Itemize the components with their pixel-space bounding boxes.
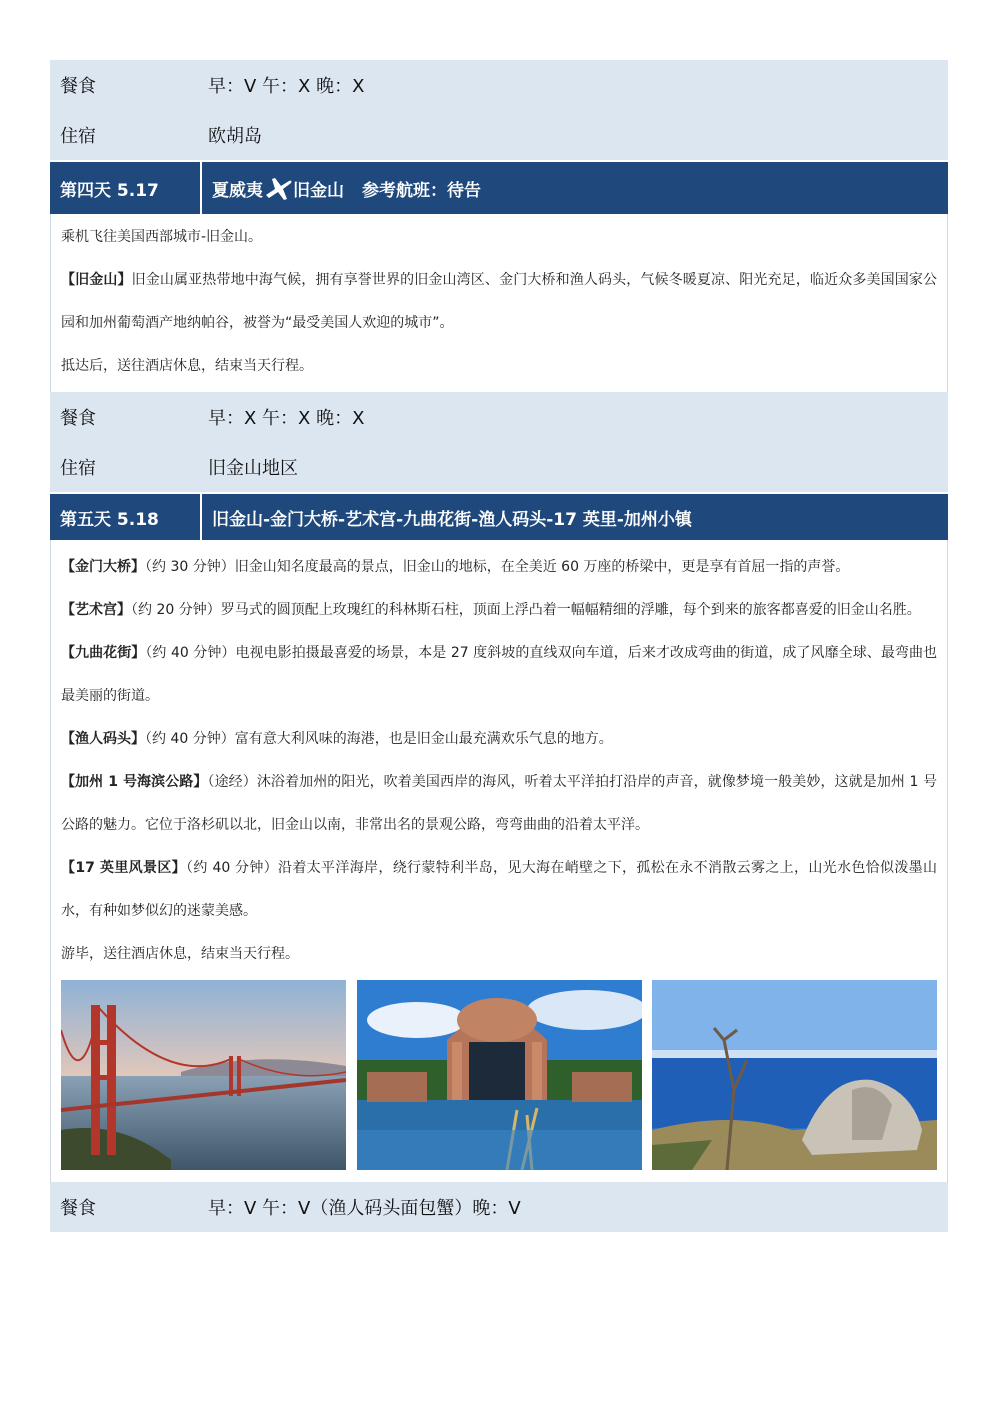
route-to: 旧金山	[293, 180, 344, 201]
day5-content	[50, 540, 948, 980]
sf-text: 旧金山属亚热带地中海气候，拥有享誉世界的旧金山湾区、金门大桥和渔人码头，气候冬暖夏凉、阳光充足，临近众多美国国家公园和加州葡萄酒产地纳帕谷，被誉为“最受美国人欢迎的城市”。	[61, 272, 937, 331]
meal-row	[50, 1182, 948, 1232]
hotel-value: 旧金山地区	[208, 458, 298, 479]
attraction-title: 【加州 1 号海滨公路】	[61, 774, 208, 790]
day5-label: 第五天 5.18	[50, 494, 202, 540]
hotel-label: 住宿	[60, 126, 96, 147]
golden-gate-photo	[61, 980, 346, 1170]
hotel-row	[50, 110, 948, 160]
day4-p3: 抵达后，送往酒店休息，结束当天行程。	[61, 358, 313, 374]
meal-label: 餐食	[60, 408, 96, 429]
day4-sf	[61, 259, 937, 345]
attraction-item	[61, 761, 937, 847]
attraction-item	[61, 847, 937, 933]
meal-label: 餐食	[60, 1198, 96, 1219]
attraction-text: （约 40 分钟）电视电影拍摄最喜爱的场景，本是 27 度斜坡的直线双向车道，后来才改成弯曲的街道，成了风靡全球、最弯曲也最美丽的街道。	[61, 645, 938, 704]
attraction-text: （约 40 分钟）沿着太平洋海岸，绕行蒙特利半岛，见大海在峭壁之下，孤松在永不消散云雾之上，山光水色恰似泼墨山水，有种如梦似幻的迷蒙美感。	[61, 860, 937, 919]
photo-strip	[50, 980, 948, 1182]
attraction-item	[61, 589, 937, 632]
day4-route	[202, 162, 948, 214]
meal-value: 早：V 午：X 晚：X	[208, 76, 365, 97]
seventeen-mile-drive-photo	[652, 980, 937, 1170]
day5-end: 游毕，送往酒店休息，结束当天行程。	[61, 946, 299, 962]
day4-header	[50, 160, 948, 214]
attraction-item	[61, 632, 937, 718]
attraction-item	[61, 546, 937, 589]
meal-row	[50, 392, 948, 442]
day4-label: 第四天 5.17	[50, 162, 202, 214]
attraction-item	[61, 718, 937, 761]
meal-value: 早：V 午：V（渔人码头面包蟹）晚：V	[208, 1198, 521, 1219]
day4-content	[50, 214, 948, 392]
attraction-title: 【九曲花街】	[61, 645, 146, 661]
airplane-icon	[263, 173, 293, 203]
day4-p1: 乘机飞往美国西部城市-旧金山。	[61, 229, 263, 245]
attraction-title: 【17 英里风景区】	[61, 860, 187, 876]
flight-info: 参考航班：待告	[362, 180, 481, 201]
attraction-title: 【金门大桥】	[61, 559, 145, 575]
attraction-text: （约 40 分钟）富有意大利风味的海港，也是旧金山最充满欢乐气息的地方。	[145, 731, 613, 747]
hotel-value: 欧胡岛	[208, 126, 262, 147]
meal-value: 早：X 午：X 晚：X	[208, 408, 365, 429]
meal-row	[50, 60, 948, 110]
hotel-label: 住宿	[60, 458, 96, 479]
hotel-row	[50, 442, 948, 492]
day5-route: 旧金山-金门大桥-艺术宫-九曲花街-渔人码头-17 英里-加州小镇	[212, 509, 692, 530]
sf-title: 【旧金山】	[61, 272, 132, 288]
attraction-text: （约 20 分钟）罗马式的圆顶配上玫瑰红的科林斯石柱，顶面上浮凸着一幅幅精细的浮雕，每个到来的旅客都喜爱的旧金山名胜。	[131, 602, 921, 618]
meal-label: 餐食	[60, 76, 96, 97]
attraction-title: 【渔人码头】	[61, 731, 145, 747]
attraction-text: （约 30 分钟）旧金山知名度最高的景点，旧金山的地标，在全美近 60 万座的桥梁中，更是享有首屈一指的声誉。	[145, 559, 850, 575]
itinerary-page	[50, 60, 948, 1232]
day5-header	[50, 492, 948, 540]
route-from: 夏威夷	[212, 180, 263, 201]
palace-of-fine-arts-photo	[357, 980, 642, 1170]
attraction-title: 【艺术宫】	[61, 602, 131, 618]
attraction-text: （途经）沐浴着加州的阳光，吹着美国西岸的海风，听着太平洋拍打沿岸的声音，就像梦境一般美妙，这就是加州 1 号公路的魅力。它位于洛杉矶以北，旧金山以南，非常出名的景观公路，弯弯曲曲的沿着太平洋。	[61, 774, 937, 833]
